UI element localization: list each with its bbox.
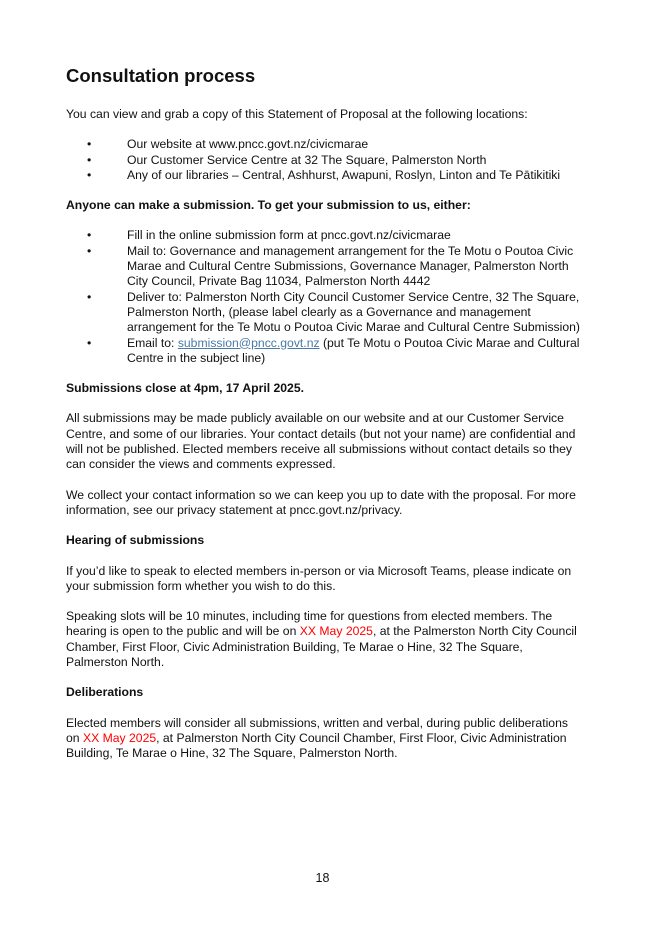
spacer xyxy=(66,594,580,609)
speaking-text: Speaking slots will be 10 minutes, including time for questions from elected members. The hearing is open to the public and will be on xyxy=(66,609,553,639)
list-item xyxy=(66,244,580,290)
spacer xyxy=(66,549,580,564)
deliberations-text: Elected members will consider all submissions, written and verbal, during public deliberations on xyxy=(66,715,568,745)
email-suffix: (put Te Motu o Poutoa Civic Marae and Cultural Centre in the subject line) xyxy=(127,335,580,365)
deliberations-date: XX May 2025 xyxy=(82,730,157,745)
submission-heading: Anyone can make a submission. To get your submission to us, either: xyxy=(66,198,471,213)
document-page xyxy=(66,64,580,762)
list-item-text: Mail to: Governance and management arrangement for the Te Motu o Poutoa Civic Marae and Cultural Centre Submissions, Governance Manager, Palmerston North City Council, Private Bag 11034, Palmerston North 4442 xyxy=(127,243,574,289)
deliberations-heading: Deliberations xyxy=(66,685,144,700)
hearing-date: XX May 2025 xyxy=(299,624,373,639)
list-item xyxy=(66,168,580,183)
page-title: Consultation process xyxy=(66,65,256,86)
list-item-text: Our Customer Service Centre at 32 The Square, Palmerston North xyxy=(127,152,487,167)
list-item-text: Fill in the online submission form at pncc.govt.nz/civicmarae xyxy=(127,228,451,243)
privacy-paragraph: All submissions may be made publicly available on our website and at our Customer Service Centre, and some of our libraries. Your contact details (but not your name) are confidential and will not be published. Elected members receive all submissions without contact details so they can consider the views and comments expressed. xyxy=(66,411,576,472)
intro-paragraph: You can view and grab a copy of this Statement of Proposal at the following locations: xyxy=(66,107,528,121)
bullet-icon: • xyxy=(87,137,92,152)
spacer xyxy=(66,183,580,198)
bullet-icon: • xyxy=(87,243,92,258)
list-item xyxy=(66,290,580,336)
speaking-slots-paragraph xyxy=(66,609,580,670)
list-item xyxy=(66,228,580,243)
bullet-icon: • xyxy=(87,152,92,167)
email-link[interactable]: submission@pncc.govt.nz xyxy=(177,335,320,350)
page-number: 18 xyxy=(315,871,330,885)
bullet-icon: • xyxy=(87,167,92,182)
contact-info-paragraph: We collect your contact information so we can keep you up to date with the proposal. For more information, see our privacy statement at pncc.govt.nz/privacy. xyxy=(66,487,576,517)
spacer xyxy=(66,213,580,228)
locations-list xyxy=(66,137,580,183)
close-date: Submissions close at 4pm, 17 April 2025. xyxy=(66,381,304,396)
submission-methods-list xyxy=(66,228,580,366)
spacer xyxy=(66,473,580,488)
list-item xyxy=(66,336,580,367)
spacer xyxy=(66,701,580,716)
bullet-icon: • xyxy=(87,228,92,243)
list-item-text: Any of our libraries – Central, Ashhurst, Awapuni, Roslyn, Linton and Te Pātikitiki xyxy=(127,167,561,182)
spacer xyxy=(66,670,580,685)
spacer xyxy=(66,122,580,137)
list-item-text: Deliver to: Palmerston North City Council Customer Service Centre, 32 The Square, Palmerston North, (please label clearly as a Governance and management arrangement for the Te Motu o Poutoa Civic Marae and Cultural Centre Submission) xyxy=(127,289,580,335)
deliberations-paragraph xyxy=(66,716,580,762)
hearing-location-text: , at the Palmerston North City Council Chamber, First Floor, Civic Administration Building, Te Marae o Hine, 32 The Square, Palmerston North. xyxy=(66,624,577,670)
email-prefix: Email to: xyxy=(127,335,178,350)
hearing-paragraph: If you’d like to speak to elected members in-person or via Microsoft Teams, please indicate on your submission form whether you wish to do this. xyxy=(66,563,572,593)
spacer xyxy=(66,518,580,533)
deliberations-location-text: , at Palmerston North City Council Chamber, First Floor, Civic Administration Building, Te Marae o Hine, 32 The Square, Palmerston North. xyxy=(66,730,567,761)
list-item xyxy=(66,137,580,152)
list-item-text: Our website at www.pncc.govt.nz/civicmarae xyxy=(127,137,369,152)
bullet-icon: • xyxy=(87,335,92,350)
bullet-icon: • xyxy=(87,289,92,304)
spacer xyxy=(66,366,580,381)
hearing-heading: Hearing of submissions xyxy=(66,533,205,548)
list-item xyxy=(66,153,580,168)
spacer xyxy=(66,396,580,411)
